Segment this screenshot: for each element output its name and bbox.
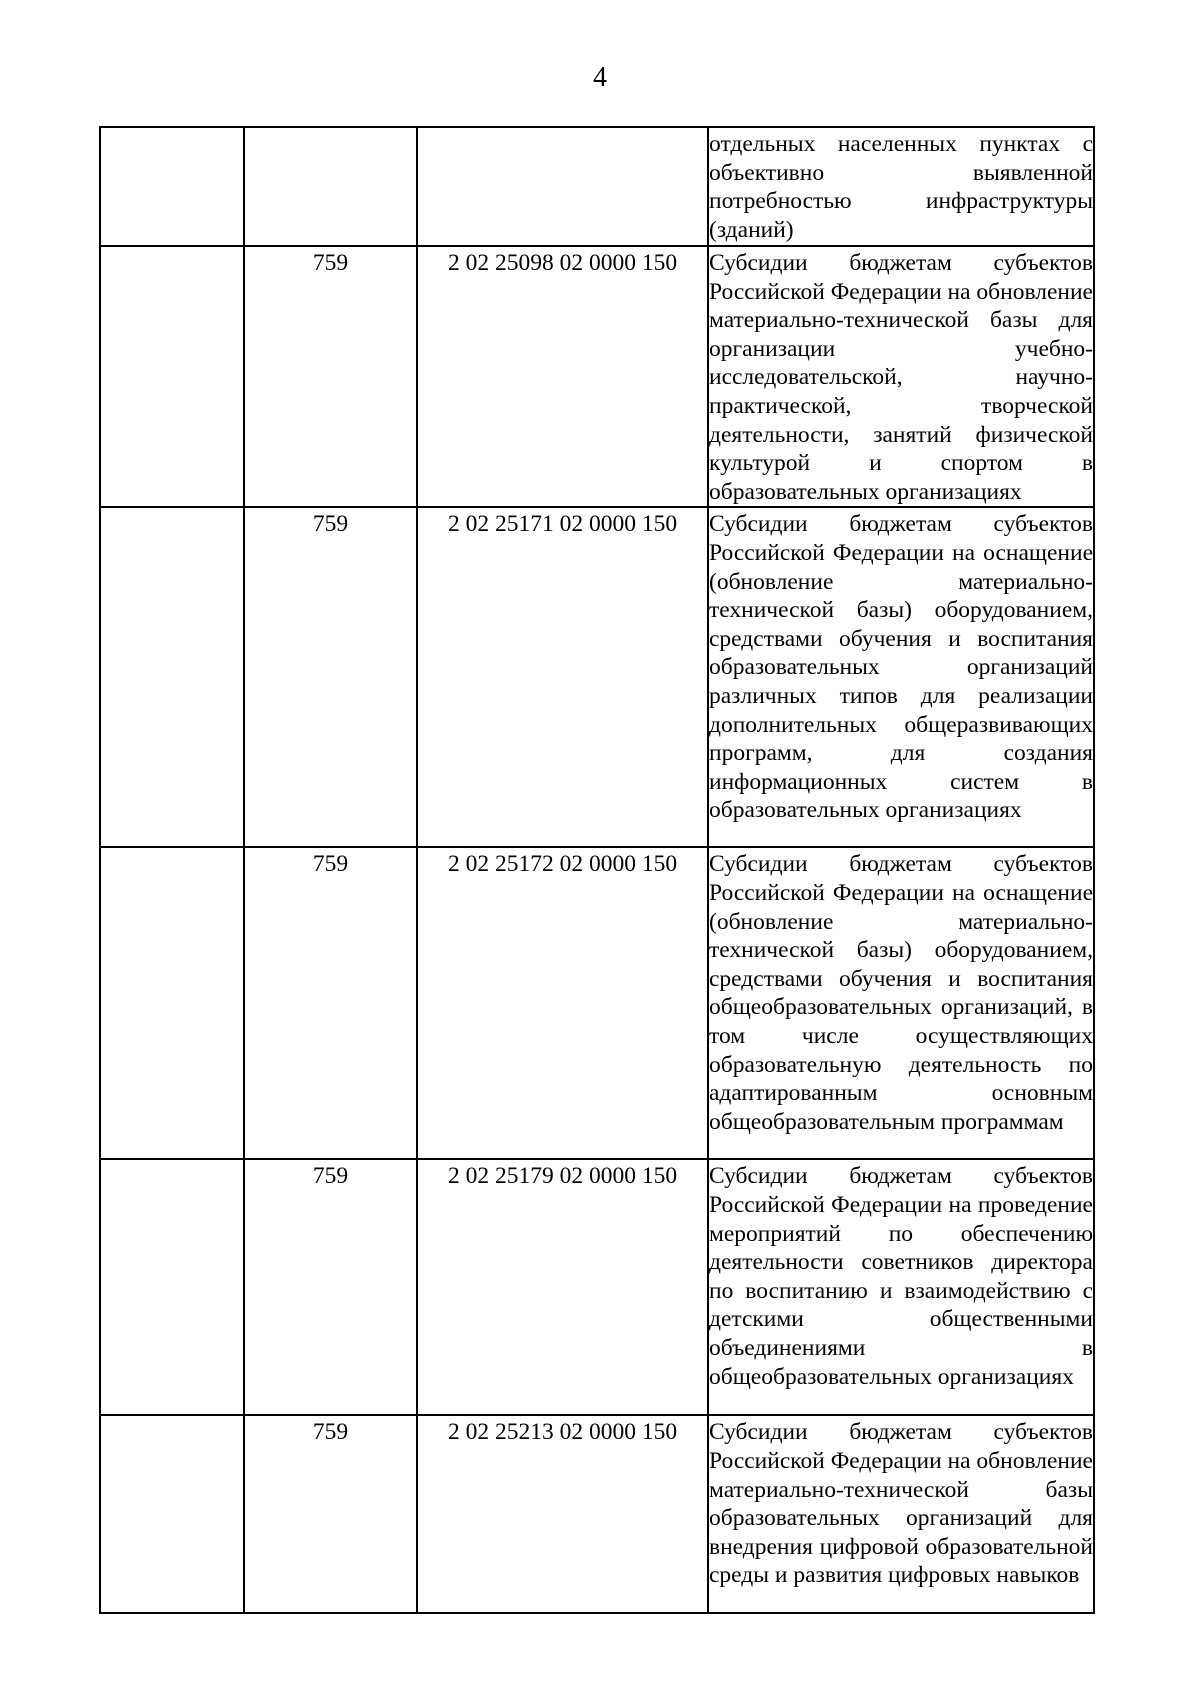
table-row — [100, 246, 1094, 507]
admin-code-cell: 759 — [244, 847, 417, 1159]
kbk-code-cell: 2 02 25213 02 0000 150 — [417, 1415, 708, 1613]
row-blank-cell — [100, 246, 244, 507]
admin-code-cell: 759 — [244, 246, 417, 507]
description-text: Субсидии бюджетам субъектов Российской Федерации на проведение мероприятий по обеспечению деятельности советников директора по воспитанию и взаимодействию с детскими общественными объединениями в общеобразовательных организациях — [709, 1163, 1093, 1390]
row-blank-cell — [100, 127, 244, 246]
budget-classification-table — [99, 126, 1095, 1614]
table-row — [100, 1415, 1094, 1613]
description-text: Субсидии бюджетам субъектов Российской Федерации на оснащение (обновление материально-технической базы) оборудованием, средствами обучения и воспитания образовательных организаций различных типов для реализации дополнительных общеразвивающих программ, для создания информационных систем в образовательных организациях — [709, 511, 1093, 824]
description-cell — [708, 127, 1094, 246]
table-row — [100, 507, 1094, 847]
kbk-code-cell: 2 02 25179 02 0000 150 — [417, 1159, 708, 1415]
admin-code-cell: 759 — [244, 1415, 417, 1613]
table-row — [100, 1159, 1094, 1415]
kbk-code-cell: 2 02 25171 02 0000 150 — [417, 507, 708, 847]
row-blank-cell — [100, 1159, 244, 1415]
kbk-code-cell: 2 02 25172 02 0000 150 — [417, 847, 708, 1159]
kbk-code-cell: 2 02 25098 02 0000 150 — [417, 246, 708, 507]
description-text: отдельных населенных пунктах с объективно выявленной потребностью инфраструктуры (зданий) — [709, 131, 1093, 243]
row-blank-cell — [100, 507, 244, 847]
table-row — [100, 127, 1094, 246]
row-blank-cell — [100, 1415, 244, 1613]
description-cell — [708, 1415, 1094, 1613]
description-cell — [708, 246, 1094, 507]
table-row — [100, 847, 1094, 1159]
admin-code-cell: 759 — [244, 1159, 417, 1415]
description-cell — [708, 1159, 1094, 1415]
page-number: 4 — [593, 62, 607, 93]
row-blank-cell — [100, 847, 244, 1159]
description-cell — [708, 847, 1094, 1159]
description-cell — [708, 507, 1094, 847]
kbk-code-cell — [417, 127, 708, 246]
description-text: Субсидии бюджетам субъектов Российской Федерации на обновление материально-технической базы для организации учебно-исследовательской, научно-практической, творческой деятельности, занятий физической культурой и спортом в образовательных организациях — [709, 250, 1093, 505]
admin-code-cell — [244, 127, 417, 246]
admin-code-cell: 759 — [244, 507, 417, 847]
description-text: Субсидии бюджетам субъектов Российской Федерации на обновление материально-технической базы образовательных организаций для внедрения цифровой образовательной среды и развития цифровых навыков — [709, 1419, 1093, 1589]
description-text: Субсидии бюджетам субъектов Российской Федерации на оснащение (обновление материально-технической базы) оборудованием, средствами обучения и воспитания общеобразовательных организаций, в том числе осуществляющих образовательную деятельность по адаптированным основным общеобразовательным программам — [709, 851, 1093, 1135]
